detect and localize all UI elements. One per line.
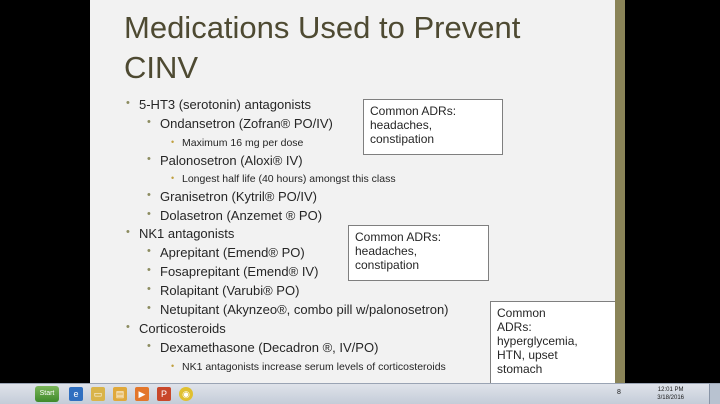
bullet-item: • Longest half life (40 hours) amongst this class (171, 173, 396, 185)
slide-side-accent (615, 0, 625, 383)
bullet-dot-icon: • (147, 340, 151, 352)
bullet-item: • Fosaprepitant (Emend® IV) (147, 264, 319, 279)
bullet-dot-icon: • (147, 189, 151, 201)
bullet-dot-icon: • (171, 173, 175, 183)
bullet-dot-icon: • (126, 226, 130, 238)
bullet-item: • Ondansetron (Zofran® PO/IV) (147, 116, 333, 131)
slide-title: Medications Used to Prevent CINV (124, 10, 521, 85)
powerpoint-icon[interactable]: P (157, 387, 171, 401)
chrome-icon[interactable]: ◉ (179, 387, 193, 401)
bullet-dot-icon: • (147, 153, 151, 165)
bullet-item: • Rolapitant (Varubi® PO) (147, 283, 300, 298)
bullet-item: • Dexamethasone (Decadron ®, IV/PO) (147, 340, 379, 355)
bullet-dot-icon: • (147, 208, 151, 220)
start-button[interactable]: Start (35, 386, 59, 402)
bullet-dot-icon: • (171, 361, 175, 371)
folder-icon[interactable]: ▤ (113, 387, 127, 401)
adr-box-5ht3: Common ADRs: headaches, constipation (363, 99, 503, 155)
tray-clock[interactable] (657, 386, 684, 402)
adr-box-corticosteroids: Common ADRs: hyperglycemia, HTN, upset stomach (490, 301, 615, 383)
bullet-item: • Aprepitant (Emend® PO) (147, 245, 305, 260)
bullet-item: • NK1 antagonists (126, 226, 235, 241)
bullet-dot-icon: • (126, 97, 130, 109)
bullet-dot-icon: • (147, 302, 151, 314)
bullet-dot-icon: • (171, 137, 175, 147)
slide (90, 0, 615, 383)
ie-icon[interactable]: e (69, 387, 83, 401)
taskbar (0, 383, 720, 404)
bullet-dot-icon: • (147, 283, 151, 295)
bullet-item: • Netupitant (Akynzeo®, combo pill w/palonosetron) (147, 302, 449, 317)
explorer-icon[interactable]: ▭ (91, 387, 105, 401)
bullet-item: • Corticosteroids (126, 321, 226, 336)
bullet-item: • NK1 antagonists increase serum levels of corticosteroids (171, 361, 446, 373)
bullet-dot-icon: • (147, 245, 151, 257)
bullet-dot-icon: • (147, 116, 151, 128)
adr-box-nk1: Common ADRs: headaches, constipation (348, 225, 489, 281)
clock-date: 3/18/2016 (657, 395, 684, 401)
bullet-item: • Maximum 16 mg per dose (171, 137, 304, 149)
bullet-item: • Dolasetron (Anzemet ® PO) (147, 208, 323, 223)
show-desktop-button[interactable] (709, 384, 720, 404)
tray-indicator[interactable]: 8 (617, 389, 621, 396)
bullet-dot-icon: • (126, 321, 130, 333)
clock-time: 12:01 PM (657, 387, 684, 393)
bullet-item: • Palonosetron (Aloxi® IV) (147, 153, 303, 168)
bullet-dot-icon: • (147, 264, 151, 276)
bullet-item: • Granisetron (Kytril® PO/IV) (147, 189, 317, 204)
bullet-item: • 5-HT3 (serotonin) antagonists (126, 97, 311, 112)
media-player-icon[interactable]: ▶ (135, 387, 149, 401)
